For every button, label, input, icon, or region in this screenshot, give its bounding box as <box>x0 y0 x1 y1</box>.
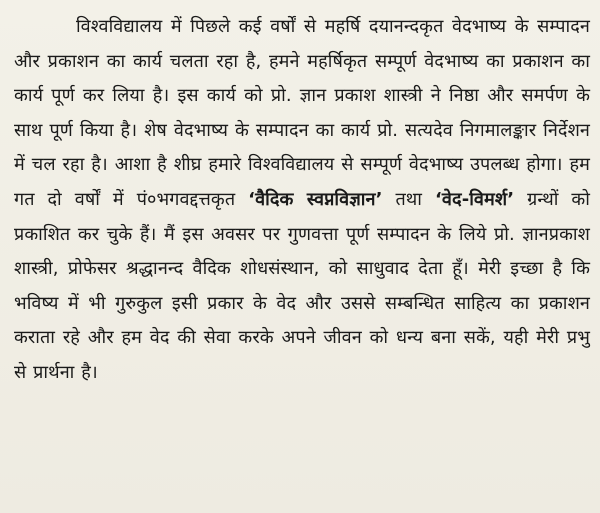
paragraph-text-part-3: ग्रन्थों को प्रकाशित कर चुके हैं। मैं इस अवसर पर गुणवत्ता पूर्ण सम्पादन के लिये प्रो. ज्ञानप्रकाश शास्त्री, प्रोफेसर श्रद्धानन्द वैदिक शोधसंस्थान, को साधुवाद देता हूँ। मेरी इच्छा है कि भविष्य में भी गुरुकुल इसी प्रकार के वेद और उससे सम्बन्धित साहित्य का प्रकाशन कराता रहे और हम वेद की सेवा करके अपने जीवन को धन्य बना सकें, यही मेरी प्रभु से प्रार्थना है। <box>14 188 590 383</box>
book-title-ved-vimarsh: ‘वेद-विमर्श’ <box>434 188 515 210</box>
book-title-vaidik-svapnavigyan: ‘वैदिक स्वप्नविज्ञान’ <box>248 188 383 210</box>
paragraph-text-part-2: तथा <box>382 188 435 210</box>
body-paragraph <box>14 10 590 391</box>
paragraph-text-part-1: विश्वविद्यालय में पिछले कई वर्षों से महर्षि दयानन्दकृत वेदभाष्य के सम्पादन और प्रकाशन का कार्य चलता रहा है, हमने महर्षिकृत सम्पूर्ण वेदभाष्य का प्रकाशन का कार्य पूर्ण कर लिया है। इस कार्य को प्रो. ज्ञान प्रकाश शास्त्री ने निष्ठा और समर्पण के साथ पूर्ण किया है। शेष वेदभाष्य के सम्पादन का कार्य प्रो. सत्यदेव निगमालङ्कार निर्देशन में चल रहा है। आशा है शीघ्र हमारे विश्वविद्यालय से सम्पूर्ण वेदभाष्य उपलब्ध होगा। हम गत दो वर्षों में पं०भगवद्दत्तकृत <box>14 16 590 210</box>
